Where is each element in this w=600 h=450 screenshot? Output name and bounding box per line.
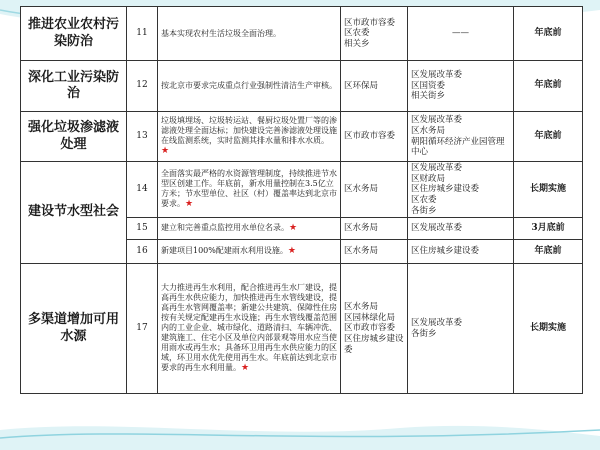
deadline: 长期实施 [514,162,583,218]
table-row [21,112,583,162]
lead-department: 区水务局 [341,162,408,218]
item-number: 14 [127,162,158,218]
task-content: 按北京市要求完成重点行业强制性清洁生产审核。 [158,61,341,112]
priority-star-icon: ★ [161,145,170,156]
cooperating-department: 区发展改革委 [408,218,514,240]
task-content: 建立和完善重点监控用水单位名录。★ [158,218,341,240]
decorative-wave-bottom [0,400,600,450]
deadline: 长期实施 [514,264,583,394]
cooperating-department: 区住房城乡建设委 [408,240,514,264]
cooperating-department: —— [408,7,514,61]
item-number: 16 [127,240,158,264]
deadline: 3月底前 [514,218,583,240]
lead-department: 区市政市容委 区农委 相关乡 [341,7,408,61]
item-number: 12 [127,61,158,112]
measure-name: 深化工业污染防治 [21,61,127,112]
lead-department: 区水务局 [341,218,408,240]
lead-department: 区市政市容委 [341,112,408,162]
priority-star-icon: ★ [289,223,298,233]
item-number: 15 [127,218,158,240]
table-row [21,61,583,112]
deadline: 年底前 [514,61,583,112]
item-number: 17 [127,264,158,394]
measure-name: 强化垃圾渗滤液处理 [21,112,127,162]
deadline: 年底前 [514,112,583,162]
measure-name: 建设节水型社会 [21,162,127,264]
priority-star-icon: ★ [287,246,296,256]
priority-star-icon: ★ [241,363,250,373]
lead-department: 区水务局 [341,240,408,264]
task-content: 垃圾填埋场、垃圾转运站、餐厨垃圾处置厂等的渗滤液处理全面达标；加快建设完善渗滤液处理设施在线监测系统，实时监测其排水量和排水水质。★ [158,112,341,162]
task-content: 全面落实最严格的水资源管理制度，持续推进节水型区创建工作。年底前，新水用量控制在3.5亿立方米；节水型单位、社区（村）覆盖率达到北京市要求。★ [158,162,341,218]
cooperating-department: 区发展改革委 各街乡 [408,264,514,394]
deadline: 年底前 [514,7,583,61]
measure-name: 多渠道增加可用水源 [21,264,127,394]
table-row [21,264,583,394]
cooperating-department: 区发展改革委 区财政局 区住房城乡建设委 区农委 各街乡 [408,162,514,218]
lead-department: 区环保局 [341,61,408,112]
lead-department: 区水务局 区园林绿化局 区市政市容委 区住房城乡建设委 [341,264,408,394]
table-row [21,7,583,61]
measure-name: 推进农业农村污染防治 [21,7,127,61]
task-content: 基本实现农村生活垃圾全面治理。 [158,7,341,61]
deadline: 年底前 [514,240,583,264]
action-plan-table [20,6,583,394]
task-content: 新建项目100%配建雨水利用设施。★ [158,240,341,264]
cooperating-department: 区发展改革委 区水务局 朝阳循环经济产业园管理中心 [408,112,514,162]
item-number: 11 [127,7,158,61]
task-content: 大力推进再生水利用，配合推进再生水厂建设，提高再生水供应能力，加快推进再生水管线建设，提高再生水管网覆盖率；新建公共建筑、保障性住房按有关规定配建再生水设施；再生水管线覆盖范围内的工业企业、城市绿化、道路清扫、车辆冲洗、建筑施工、住宅小区及单位内部景观等用水应当使用雨水或再生水；具备环卫用再生水供应能力的区域，环卫用水优先使用再生水。年底前达到北京市要求的再生水利用量。★ [158,264,341,394]
cooperating-department: 区发展改革委 区国资委 相关街乡 [408,61,514,112]
table-row [21,162,583,218]
priority-star-icon: ★ [185,198,194,209]
item-number: 13 [127,112,158,162]
